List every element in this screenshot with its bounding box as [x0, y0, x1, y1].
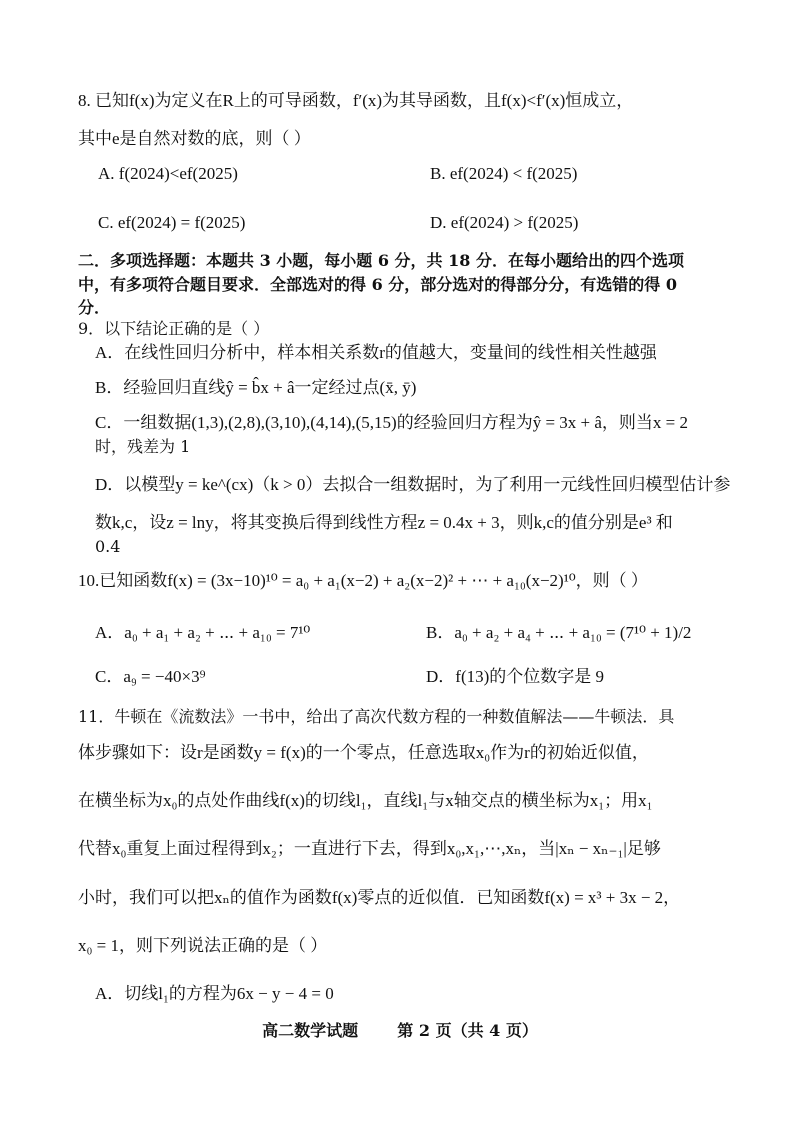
section2-line3: 分． — [78, 298, 111, 317]
q9-option-d-line3: 0.4 — [95, 537, 121, 556]
page-footer — [0, 1018, 800, 1041]
q9-option-b: B．经验回归直线ŷ = b̂x + â一定经过点(x̄, ȳ) — [95, 378, 417, 397]
q8-option-b: B. ef(2024) < f(2025) — [430, 164, 578, 183]
q9-stem: 9．以下结论正确的是（ ） — [78, 319, 270, 338]
q9-option-d-line1: D．以模型y = ke^(cx)（k > 0）去拟合一组数据时，为了利用一元线性回归模型估计参 — [95, 475, 731, 494]
section2-line2: 中，有多项符合题目要求．全部选对的得 6 分，部分选对的得部分分，有选错的得 0 — [78, 275, 677, 294]
q9-option-c-line1: C．一组数据(1,3),(2,8),(3,10),(4,14),(5,15)的经验回归方程为ŷ = 3x + â，则当x = 2 — [95, 413, 689, 432]
q10-option-a: A．a₀ + a₁ + a₂ + ⋯ + a₁₀ = 7¹⁰ — [95, 623, 311, 642]
q9-option-a: A．在线性回归分析中，样本相关系数r的值越大，变量间的线性相关性越强 — [95, 343, 657, 362]
q11-option-a: A．切线l₁的方程为6x − y − 4 = 0 — [95, 984, 334, 1003]
q10-stem: 10.已知函数f(x) = (3x−10)¹⁰ = a₀ + a₁(x−2) + a₂(x−2)² + ⋯ + a₁₀(x−2)¹⁰，则（ ） — [78, 571, 648, 590]
section2-line1: 二．多项选择题：本题共 3 小题，每小题 6 分，共 18 分．在每小题给出的四个选项 — [78, 251, 684, 270]
q11-line1: 11．牛顿在《流数法》一书中，给出了高次代数方程的一种数值解法——牛顿法．具 — [78, 707, 675, 726]
q8-option-c: C. ef(2024) = f(2025) — [98, 213, 246, 232]
q10-option-b: B．a₀ + a₂ + a₄ + ⋯ + a₁₀ = (7¹⁰ + 1)/2 — [426, 623, 692, 642]
q11-line6: x₀ = 1，则下列说法正确的是（ ） — [78, 936, 328, 955]
q8-option-a: A. f(2024)<ef(2025) — [98, 164, 238, 183]
q9-option-c-line2: 时，残差为 1 — [95, 437, 191, 456]
footer-page-number: 第 2 页（共 4 页） — [397, 1021, 538, 1040]
q8-stem-line1: 8. 已知f(x)为定义在R上的可导函数，f′(x)为其导函数，且f(x)<f′(x)恒成立， — [78, 91, 634, 110]
q11-line3: 在横坐标为x₀的点处作曲线f(x)的切线l₁，直线l₁与x轴交点的横坐标为x₁；用x₁ — [78, 791, 653, 810]
q11-line4: 代替x₀重复上面过程得到x₂；一直进行下去，得到x₀,x₁,⋯,xₙ，当|xₙ − xₙ₋₁|足够 — [78, 839, 661, 858]
q10-option-d: D．f(13)的个位数字是 9 — [426, 667, 605, 686]
q8-stem-line2: 其中e是自然对数的底，则（ ） — [78, 129, 311, 148]
q10-option-c: C．a₉ = −40×3⁹ — [95, 667, 206, 686]
q9-option-d-line2: 数k,c，设z = lny，将其变换后得到线性方程z = 0.4x + 3，则k,c的值分别是e³ 和 — [95, 513, 673, 532]
q8-option-d: D. ef(2024) > f(2025) — [430, 213, 579, 232]
q11-line2: 体步骤如下：设r是函数y = f(x)的一个零点，任意选取x₀作为r的初始近似值， — [78, 743, 649, 762]
footer-subject: 高二数学试题 — [262, 1021, 359, 1040]
q11-line5: 小时，我们可以把xₙ的值作为函数f(x)零点的近似值．已知函数f(x) = x³ + 3x − 2， — [78, 888, 681, 907]
